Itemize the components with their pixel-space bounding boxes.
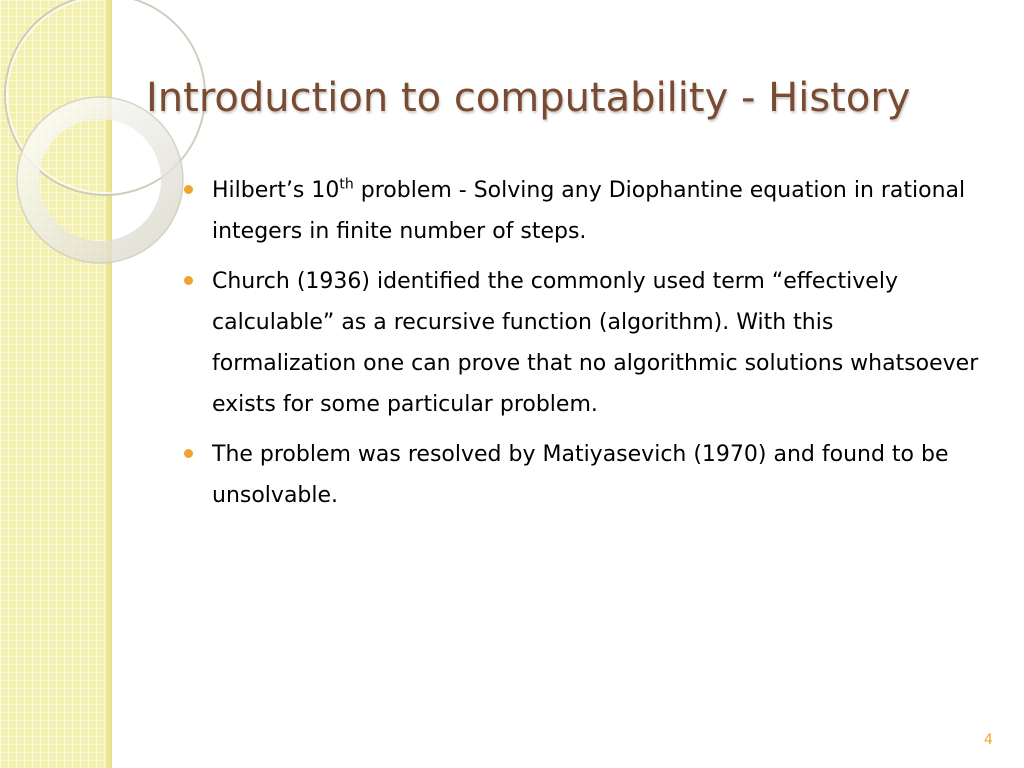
- bullet-list: [184, 170, 984, 525]
- bullet-text: Church (1936) identified the commonly used term “effectively calculable” as a recursive function (algorithm). With this formalization one can prove that no algorithmic solutions whatsoever exists for some particular problem.: [212, 269, 979, 417]
- bullet-item-hilbert: [184, 170, 984, 252]
- bullet-text: The problem was resolved by Matiyasevich (1970) and found to be unsolvable.: [212, 442, 949, 508]
- bullet-dot-icon: [184, 185, 193, 194]
- page-number: 4: [984, 732, 993, 748]
- bullet-text-pre: Hilbert’s 10: [212, 178, 340, 203]
- bullet-dot-icon: [184, 449, 193, 458]
- small-ring: [28, 108, 172, 252]
- bullet-text-superscript: th: [339, 176, 354, 193]
- bullet-dot-icon: [184, 276, 193, 285]
- bullet-item-matiyasevich: [184, 434, 984, 516]
- slide-title: Introduction to computability - History: [146, 75, 911, 121]
- bullet-text-post: problem - Solving any Diophantine equation in rational integers in finite number of steps.: [212, 178, 966, 244]
- bullet-item-church: [184, 261, 984, 425]
